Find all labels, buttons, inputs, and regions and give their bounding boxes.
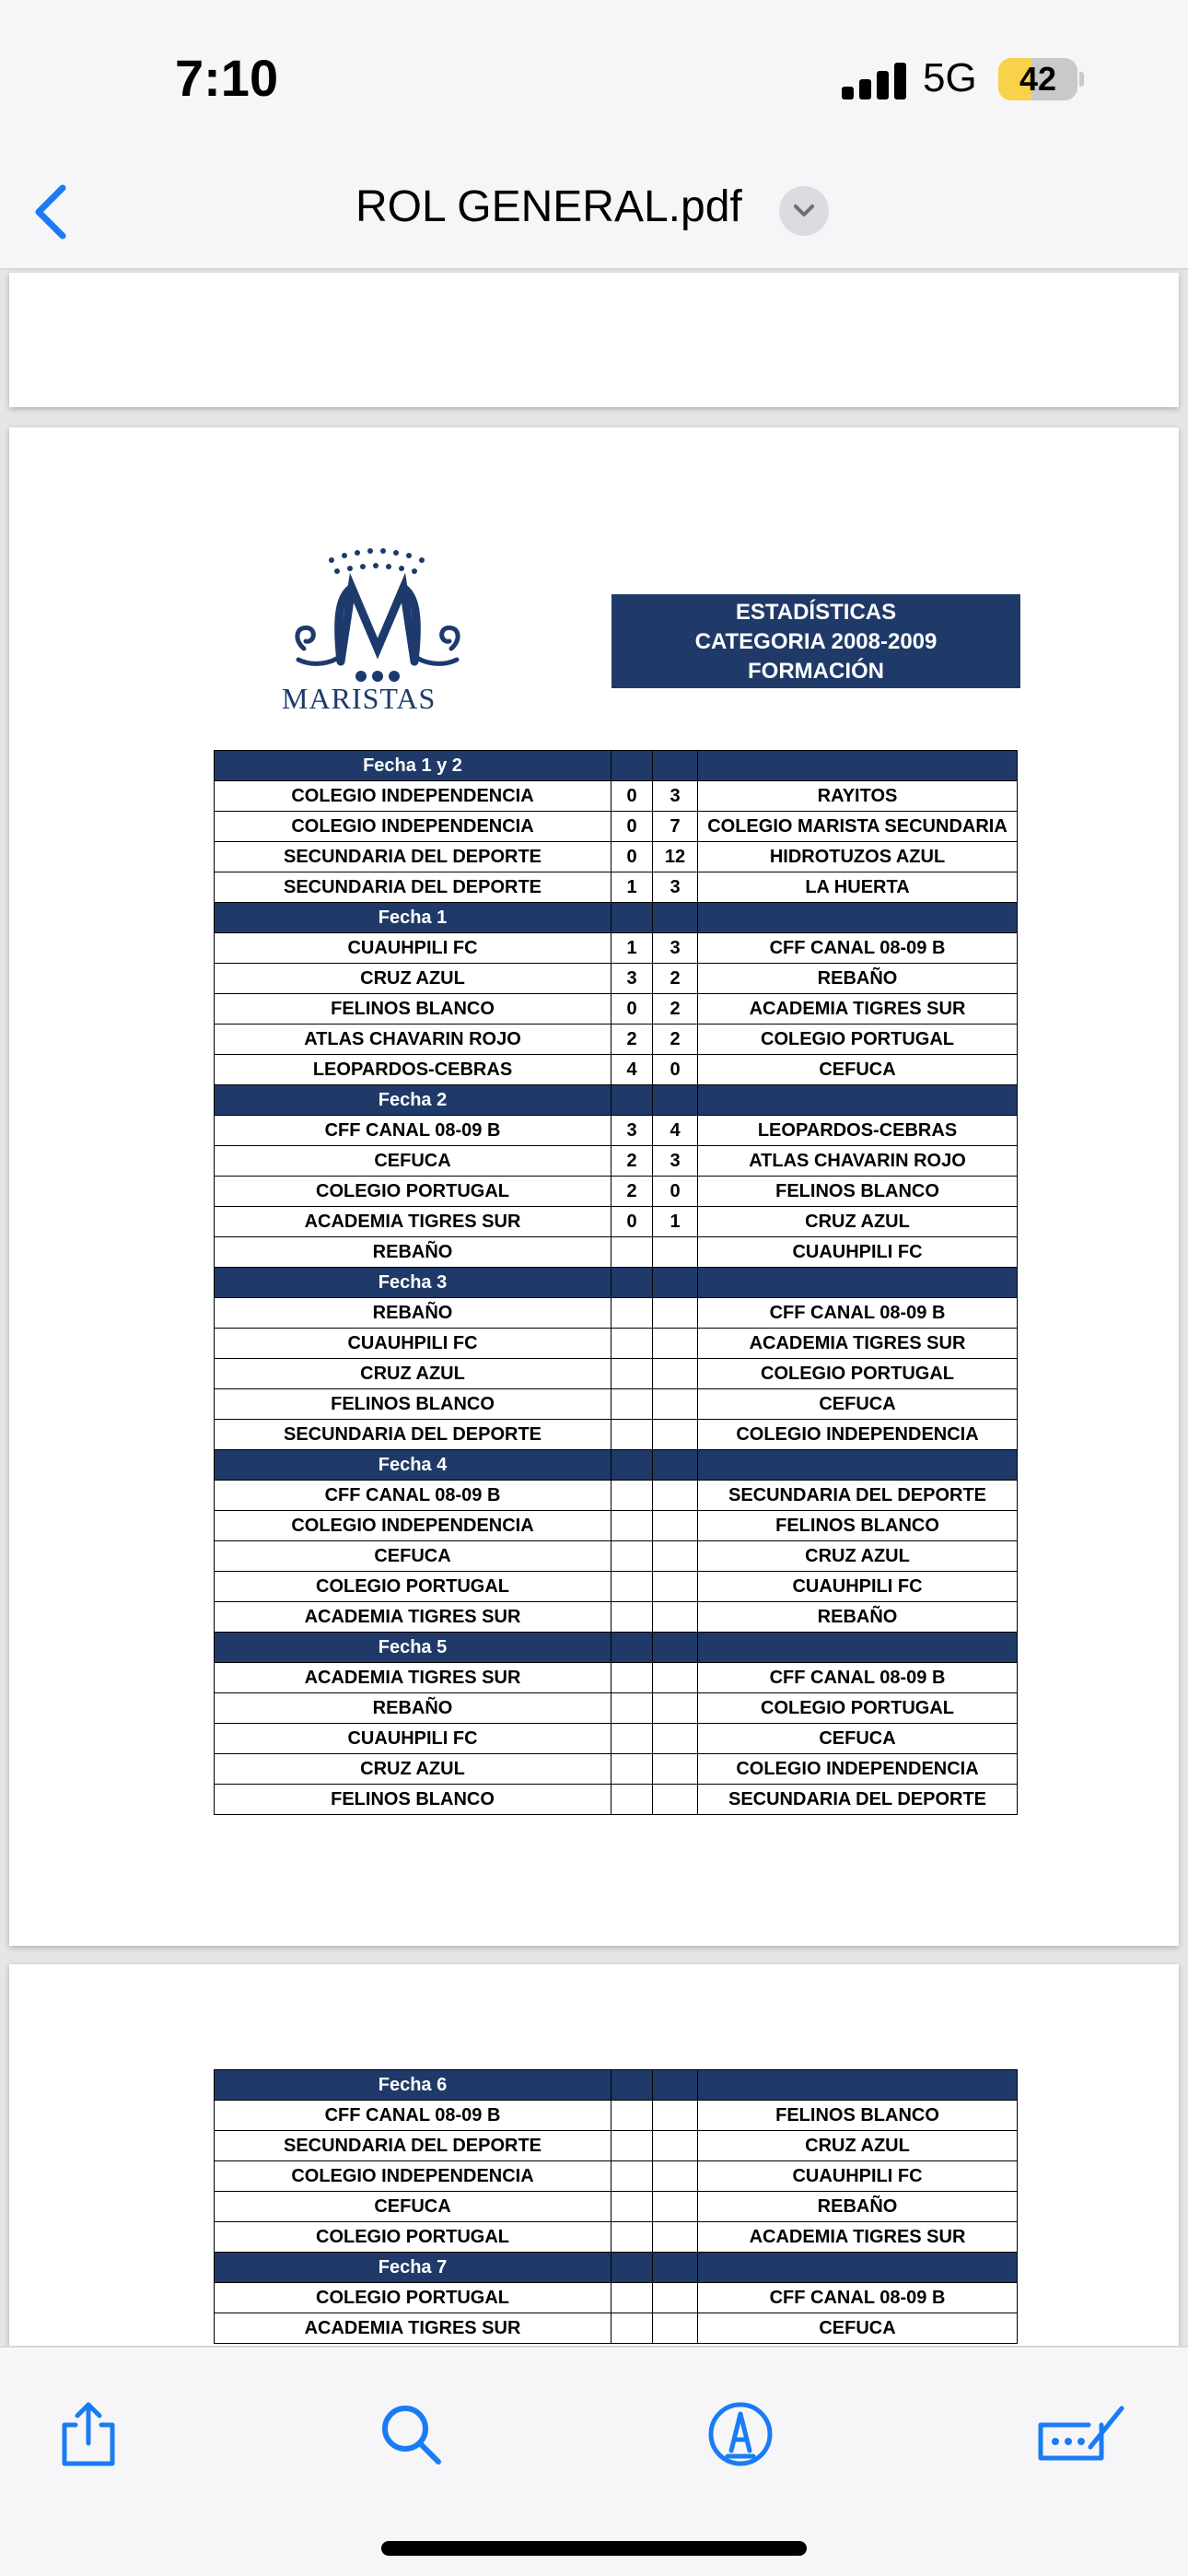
home-score: 0 xyxy=(611,781,653,812)
edit-text-icon[interactable] xyxy=(1035,2397,1127,2471)
home-score: 2 xyxy=(611,1146,653,1177)
match-row xyxy=(215,1724,1018,1754)
home-score xyxy=(611,1329,653,1359)
round-header-cell xyxy=(611,1268,653,1298)
share-icon[interactable] xyxy=(52,2397,125,2471)
home-team: CFF CANAL 08-09 B xyxy=(215,2101,611,2131)
cellular-signal-icon xyxy=(842,61,906,100)
stats-header xyxy=(611,594,1020,688)
home-score xyxy=(611,1298,653,1329)
away-team: CUAUHPILI FC xyxy=(698,1572,1018,1602)
away-score xyxy=(653,1572,698,1602)
away-score: 12 xyxy=(653,842,698,872)
away-team: CUAUHPILI FC xyxy=(698,2161,1018,2192)
away-score xyxy=(653,1511,698,1541)
home-score xyxy=(611,1693,653,1724)
round-header-cell xyxy=(611,1633,653,1663)
home-team: COLEGIO PORTUGAL xyxy=(215,1572,611,1602)
away-score xyxy=(653,1754,698,1785)
status-bar xyxy=(0,0,1188,157)
match-row xyxy=(215,1420,1018,1450)
match-row xyxy=(215,994,1018,1025)
home-team: FELINOS BLANCO xyxy=(215,1389,611,1420)
match-row xyxy=(215,1146,1018,1177)
away-score xyxy=(653,1663,698,1693)
away-score: 2 xyxy=(653,1025,698,1055)
match-row xyxy=(215,1359,1018,1389)
round-header-row xyxy=(215,1085,1018,1116)
round-header-row xyxy=(215,1268,1018,1298)
away-score xyxy=(653,1602,698,1633)
home-score xyxy=(611,1389,653,1420)
search-icon[interactable] xyxy=(374,2397,448,2471)
network-type: 5G xyxy=(923,55,977,100)
schedule-table-continued xyxy=(214,2069,1018,2344)
home-score: 1 xyxy=(611,872,653,903)
round-header-cell xyxy=(611,2070,653,2101)
away-team: ACADEMIA TIGRES SUR xyxy=(698,1329,1018,1359)
round-header-row xyxy=(215,2253,1018,2283)
round-header-cell xyxy=(698,1085,1018,1116)
round-header-row xyxy=(215,1450,1018,1481)
away-score xyxy=(653,1237,698,1268)
round-header-cell xyxy=(653,1268,698,1298)
round-header-cell xyxy=(653,1633,698,1663)
home-team: COLEGIO INDEPENDENCIA xyxy=(215,1511,611,1541)
round-header-cell xyxy=(698,1450,1018,1481)
home-team: REBAÑO xyxy=(215,1693,611,1724)
away-score xyxy=(653,1359,698,1389)
home-score: 0 xyxy=(611,842,653,872)
round-header-cell xyxy=(698,903,1018,933)
match-row xyxy=(215,1481,1018,1511)
away-team: COLEGIO INDEPENDENCIA xyxy=(698,1754,1018,1785)
round-header-cell xyxy=(698,2070,1018,2101)
away-team: CEFUCA xyxy=(698,1724,1018,1754)
home-team: COLEGIO PORTUGAL xyxy=(215,2222,611,2253)
logo-wordmark: MARISTAS xyxy=(282,682,437,715)
away-score xyxy=(653,1420,698,1450)
away-team: COLEGIO PORTUGAL xyxy=(698,1359,1018,1389)
home-score: 2 xyxy=(611,1025,653,1055)
home-score: 0 xyxy=(611,994,653,1025)
away-score xyxy=(653,1785,698,1815)
home-score xyxy=(611,2192,653,2222)
match-row xyxy=(215,1389,1018,1420)
away-team: REBAÑO xyxy=(698,1602,1018,1633)
match-row xyxy=(215,1329,1018,1359)
round-label: Fecha 7 xyxy=(215,2253,611,2283)
away-team: REBAÑO xyxy=(698,964,1018,994)
away-team: LA HUERTA xyxy=(698,872,1018,903)
away-score xyxy=(653,2222,698,2253)
match-row xyxy=(215,1237,1018,1268)
away-team: CRUZ AZUL xyxy=(698,1541,1018,1572)
away-team: CFF CANAL 08-09 B xyxy=(698,1663,1018,1693)
away-team: CEFUCA xyxy=(698,1055,1018,1085)
status-time: 7:10 xyxy=(175,49,279,107)
round-header-cell xyxy=(653,2070,698,2101)
home-team: FELINOS BLANCO xyxy=(215,994,611,1025)
home-score xyxy=(611,2313,653,2344)
away-team: ACADEMIA TIGRES SUR xyxy=(698,2222,1018,2253)
match-row xyxy=(215,2161,1018,2192)
match-row xyxy=(215,2131,1018,2161)
chevron-down-icon xyxy=(791,200,817,222)
match-row xyxy=(215,2313,1018,2344)
home-team: FELINOS BLANCO xyxy=(215,1785,611,1815)
home-score xyxy=(611,1511,653,1541)
round-label: Fecha 2 xyxy=(215,1085,611,1116)
round-label: Fecha 1 y 2 xyxy=(215,751,611,781)
round-label: Fecha 4 xyxy=(215,1450,611,1481)
home-team: ATLAS CHAVARIN ROJO xyxy=(215,1025,611,1055)
home-team: COLEGIO PORTUGAL xyxy=(215,1177,611,1207)
away-score: 2 xyxy=(653,964,698,994)
away-score: 1 xyxy=(653,1207,698,1237)
away-score: 7 xyxy=(653,812,698,842)
home-team: REBAÑO xyxy=(215,1237,611,1268)
round-header-cell xyxy=(698,2253,1018,2283)
match-row xyxy=(215,1572,1018,1602)
round-label: Fecha 3 xyxy=(215,1268,611,1298)
away-team: CFF CANAL 08-09 B xyxy=(698,1298,1018,1329)
home-team: CUAUHPILI FC xyxy=(215,1329,611,1359)
home-score xyxy=(611,2283,653,2313)
round-header-row xyxy=(215,903,1018,933)
round-header-cell xyxy=(653,1450,698,1481)
home-team: CRUZ AZUL xyxy=(215,1754,611,1785)
match-row xyxy=(215,781,1018,812)
away-score: 4 xyxy=(653,1116,698,1146)
title-menu-button[interactable] xyxy=(779,186,829,236)
nav-bar xyxy=(0,157,1188,270)
match-row xyxy=(215,842,1018,872)
round-header-cell xyxy=(653,903,698,933)
home-indicator xyxy=(381,2541,807,2556)
battery-percent: 42 xyxy=(1019,60,1057,98)
match-row xyxy=(215,933,1018,964)
away-score: 2 xyxy=(653,994,698,1025)
away-score xyxy=(653,1389,698,1420)
home-score: 0 xyxy=(611,1207,653,1237)
round-header-row xyxy=(215,1633,1018,1663)
away-score: 3 xyxy=(653,1146,698,1177)
match-row xyxy=(215,1177,1018,1207)
match-row xyxy=(215,2192,1018,2222)
home-score xyxy=(611,1602,653,1633)
away-team: COLEGIO PORTUGAL xyxy=(698,1025,1018,1055)
home-team: ACADEMIA TIGRES SUR xyxy=(215,1207,611,1237)
home-score xyxy=(611,1754,653,1785)
round-header-cell xyxy=(611,1450,653,1481)
away-team: CRUZ AZUL xyxy=(698,2131,1018,2161)
away-score xyxy=(653,2192,698,2222)
match-row xyxy=(215,1116,1018,1146)
away-score xyxy=(653,1693,698,1724)
home-team: SECUNDARIA DEL DEPORTE xyxy=(215,872,611,903)
match-row xyxy=(215,1298,1018,1329)
home-score xyxy=(611,1420,653,1450)
away-team: COLEGIO MARISTA SECUNDARIA xyxy=(698,812,1018,842)
match-row xyxy=(215,1663,1018,1693)
home-score xyxy=(611,2101,653,2131)
away-team: SECUNDARIA DEL DEPORTE xyxy=(698,1481,1018,1511)
away-score: 3 xyxy=(653,933,698,964)
home-score xyxy=(611,1663,653,1693)
round-label: Fecha 6 xyxy=(215,2070,611,2101)
away-score xyxy=(653,1298,698,1329)
home-score xyxy=(611,1724,653,1754)
away-team: LEOPARDOS-CEBRAS xyxy=(698,1116,1018,1146)
home-score xyxy=(611,1785,653,1815)
round-header-cell xyxy=(698,1633,1018,1663)
away-team: SECUNDARIA DEL DEPORTE xyxy=(698,1785,1018,1815)
round-header-cell xyxy=(653,1085,698,1116)
away-team: COLEGIO PORTUGAL xyxy=(698,1693,1018,1724)
away-score: 3 xyxy=(653,781,698,812)
home-score: 4 xyxy=(611,1055,653,1085)
home-team: CFF CANAL 08-09 B xyxy=(215,1116,611,1146)
home-team: CEFUCA xyxy=(215,1541,611,1572)
away-score xyxy=(653,2131,698,2161)
away-team: FELINOS BLANCO xyxy=(698,1511,1018,1541)
match-row xyxy=(215,1055,1018,1085)
away-score xyxy=(653,2283,698,2313)
back-button[interactable] xyxy=(28,175,83,249)
match-row xyxy=(215,872,1018,903)
home-team: ACADEMIA TIGRES SUR xyxy=(215,1663,611,1693)
home-team: COLEGIO INDEPENDENCIA xyxy=(215,812,611,842)
match-row xyxy=(215,1754,1018,1785)
home-team: ACADEMIA TIGRES SUR xyxy=(215,1602,611,1633)
home-score: 3 xyxy=(611,964,653,994)
home-team: SECUNDARIA DEL DEPORTE xyxy=(215,842,611,872)
header-line: FORMACIÓN xyxy=(748,659,884,684)
match-row xyxy=(215,1541,1018,1572)
match-row xyxy=(215,1207,1018,1237)
round-label: Fecha 5 xyxy=(215,1633,611,1663)
away-team: CEFUCA xyxy=(698,2313,1018,2344)
home-team: CUAUHPILI FC xyxy=(215,933,611,964)
home-score xyxy=(611,1572,653,1602)
home-team: COLEGIO INDEPENDENCIA xyxy=(215,2161,611,2192)
pdf-page-current xyxy=(9,427,1179,1946)
round-header-cell xyxy=(611,2253,653,2283)
away-team: CRUZ AZUL xyxy=(698,1207,1018,1237)
match-row xyxy=(215,2101,1018,2131)
markup-icon[interactable] xyxy=(704,2397,777,2471)
away-score xyxy=(653,1481,698,1511)
away-team: CFF CANAL 08-09 B xyxy=(698,933,1018,964)
round-header-cell xyxy=(653,2253,698,2283)
home-score xyxy=(611,1481,653,1511)
battery-icon xyxy=(998,58,1083,100)
home-team: CUAUHPILI FC xyxy=(215,1724,611,1754)
round-header-cell xyxy=(698,751,1018,781)
away-score xyxy=(653,2101,698,2131)
away-team: FELINOS BLANCO xyxy=(698,1177,1018,1207)
home-team: SECUNDARIA DEL DEPORTE xyxy=(215,2131,611,2161)
home-score xyxy=(611,1237,653,1268)
away-team: COLEGIO INDEPENDENCIA xyxy=(698,1420,1018,1450)
home-team: ACADEMIA TIGRES SUR xyxy=(215,2313,611,2344)
header-line: ESTADÍSTICAS xyxy=(735,600,897,625)
home-score: 2 xyxy=(611,1177,653,1207)
away-score xyxy=(653,2313,698,2344)
match-row xyxy=(215,1602,1018,1633)
away-score xyxy=(653,1541,698,1572)
match-row xyxy=(215,1025,1018,1055)
round-header-cell xyxy=(611,751,653,781)
round-header-cell xyxy=(698,1268,1018,1298)
round-label: Fecha 1 xyxy=(215,903,611,933)
home-team: CRUZ AZUL xyxy=(215,964,611,994)
round-header-row xyxy=(215,2070,1018,2101)
match-row xyxy=(215,964,1018,994)
round-header-row xyxy=(215,751,1018,781)
away-team: RAYITOS xyxy=(698,781,1018,812)
home-team: CFF CANAL 08-09 B xyxy=(215,1481,611,1511)
home-score xyxy=(611,2222,653,2253)
match-row xyxy=(215,812,1018,842)
home-team: CEFUCA xyxy=(215,2192,611,2222)
away-score: 0 xyxy=(653,1055,698,1085)
home-team: COLEGIO PORTUGAL xyxy=(215,2283,611,2313)
match-row xyxy=(215,1785,1018,1815)
round-header-cell xyxy=(653,751,698,781)
home-score: 3 xyxy=(611,1116,653,1146)
match-row xyxy=(215,1511,1018,1541)
home-team: COLEGIO INDEPENDENCIA xyxy=(215,781,611,812)
schedule-table xyxy=(214,750,1018,1815)
home-team: CRUZ AZUL xyxy=(215,1359,611,1389)
round-header-cell xyxy=(611,1085,653,1116)
home-score: 0 xyxy=(611,812,653,842)
match-row xyxy=(215,2283,1018,2313)
away-score xyxy=(653,2161,698,2192)
away-team: CEFUCA xyxy=(698,1389,1018,1420)
home-score xyxy=(611,1359,653,1389)
home-score: 1 xyxy=(611,933,653,964)
document-title[interactable]: ROL GENERAL.pdf xyxy=(355,182,742,231)
away-score: 0 xyxy=(653,1177,698,1207)
away-team: CUAUHPILI FC xyxy=(698,1237,1018,1268)
away-score xyxy=(653,1724,698,1754)
away-team: REBAÑO xyxy=(698,2192,1018,2222)
round-header-cell xyxy=(611,903,653,933)
away-score: 3 xyxy=(653,872,698,903)
match-row xyxy=(215,1693,1018,1724)
home-score xyxy=(611,2161,653,2192)
home-score xyxy=(611,1541,653,1572)
away-team: CFF CANAL 08-09 B xyxy=(698,2283,1018,2313)
header-line: CATEGORIA 2008-2009 xyxy=(694,629,938,654)
home-team: CEFUCA xyxy=(215,1146,611,1177)
home-team: LEOPARDOS-CEBRAS xyxy=(215,1055,611,1085)
match-row xyxy=(215,2222,1018,2253)
home-score xyxy=(611,2131,653,2161)
away-team: ACADEMIA TIGRES SUR xyxy=(698,994,1018,1025)
pdf-page-next xyxy=(9,1964,1179,2351)
home-team: REBAÑO xyxy=(215,1298,611,1329)
chevron-left-icon xyxy=(28,175,83,249)
pdf-page-previous xyxy=(9,273,1179,407)
home-team: SECUNDARIA DEL DEPORTE xyxy=(215,1420,611,1450)
away-score xyxy=(653,1329,698,1359)
away-team: FELINOS BLANCO xyxy=(698,2101,1018,2131)
away-team: HIDROTUZOS AZUL xyxy=(698,842,1018,872)
away-team: ATLAS CHAVARIN ROJO xyxy=(698,1146,1018,1177)
